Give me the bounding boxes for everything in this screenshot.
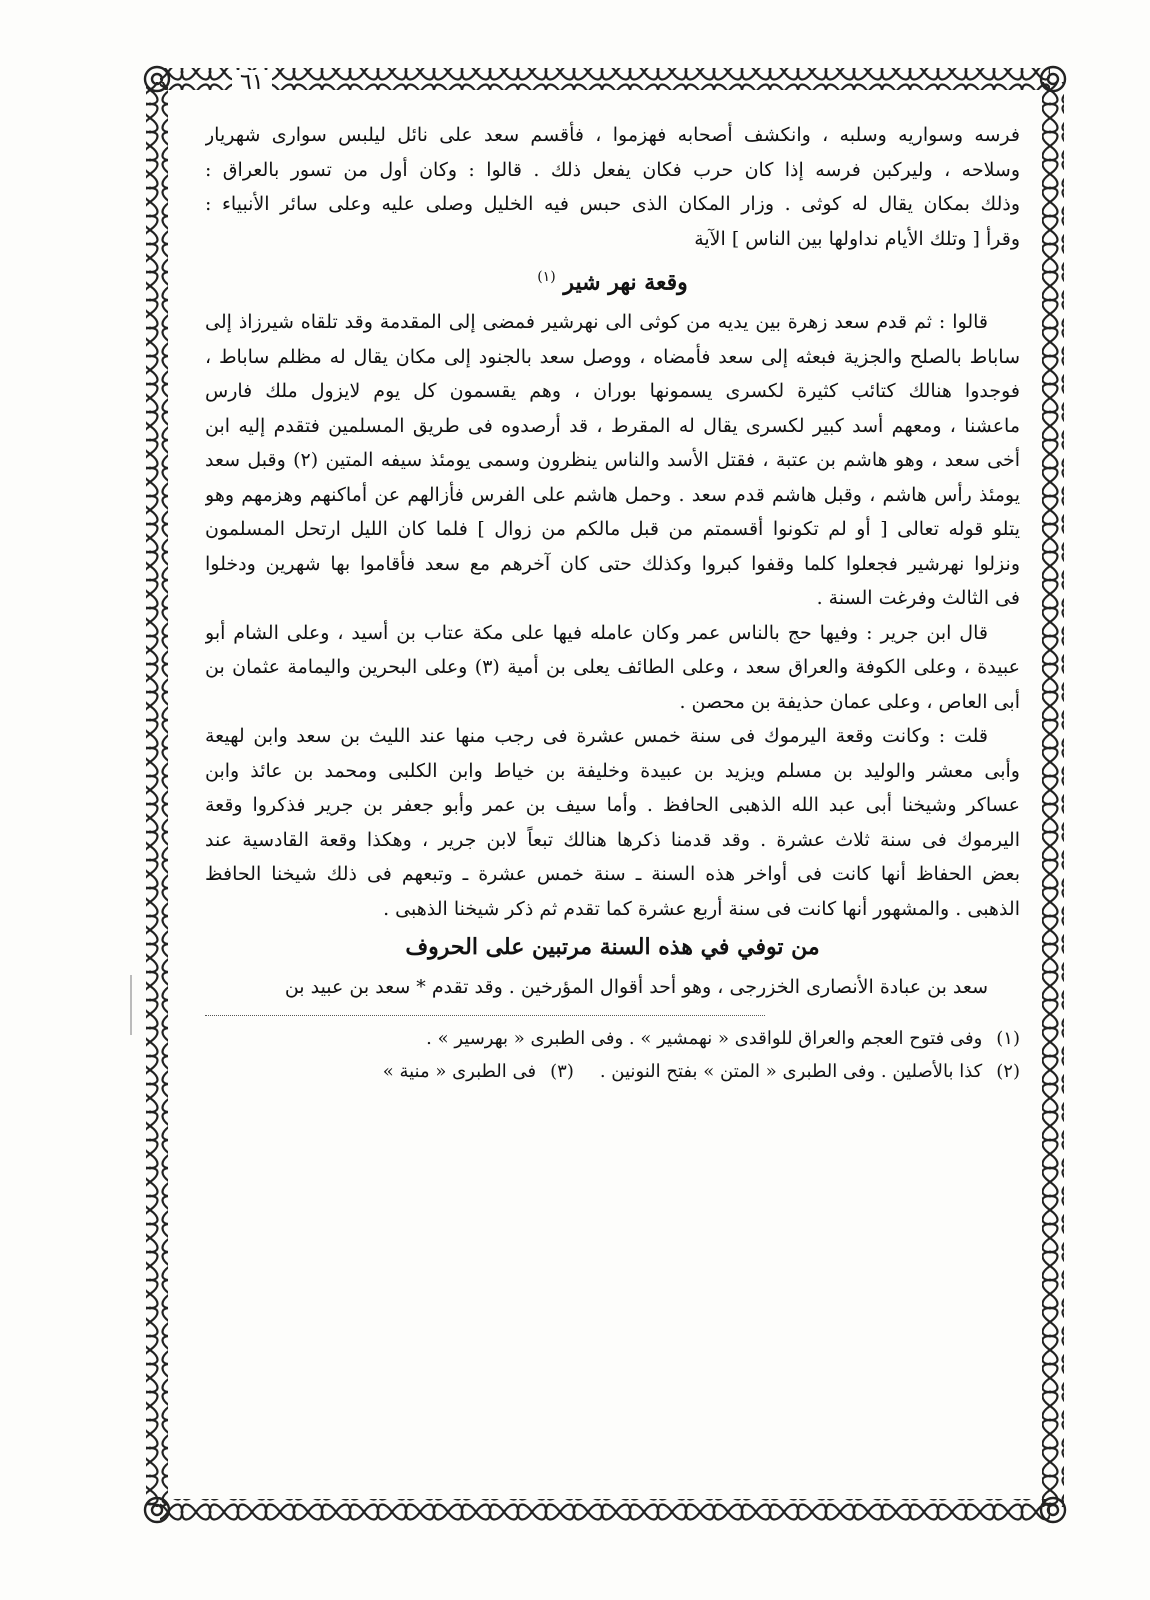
footnote-number: (١) — [996, 1027, 1020, 1049]
section-heading-2: من توفي في هذه السنة مرتبين على الحروف — [405, 934, 820, 961]
section-heading-1 — [205, 260, 1020, 299]
text-line: عبيدة ، وعلى الكوفة والعراق سعد ، وعلى الطائف يعلى بن أمية (٣) وعلى البحرين واليمامة عثمان بن — [205, 656, 1020, 679]
paragraph-1 — [205, 118, 1020, 256]
margin-mark — [130, 975, 132, 1035]
footnote-text: وفى فتوح العجم والعراق للواقدى « نهمشير » . وفى الطبرى « بهرسير » . — [426, 1027, 983, 1049]
text-line: وسلاحه ، وليركبن فرسه إذا كان حرب فكان يفعل ذلك . قالوا : وكان أول من تسور بالعراق : — [205, 158, 1020, 181]
footnote-marker: (١) — [537, 269, 556, 285]
text-line: ونزلوا نهرشير فجعلوا كلما وقفوا كبروا وكذلك حتى كان آخرهم مع سعد فأقاموا بها شهرين ودخلوا — [205, 552, 1020, 575]
text-line: ماعشنا ، ومعهم أسد كبير لكسرى يقال له المقرط ، قد أرصدوه فى طريق المسلمين فتقدم إليه ابن — [205, 414, 1020, 437]
footnote-number: (٢) — [996, 1060, 1020, 1082]
heading-text: وقعة نهر شير — [563, 269, 688, 296]
text-line: اليرموك فى سنة ثلاث عشرة . وقد قدمنا ذكرها هنالك تبعاً لابن جرير ، وهكذا وقعة القادسية عند — [205, 828, 1020, 851]
text-line: فوجدوا هنالك كتائب كثيرة لكسرى يسمونها بوران ، وهم يقسمون كل يوم لايزول ملك فارس — [205, 380, 1020, 403]
text-line: وقرأ [ وتلك الأيام نداولها بين الناس ] الآية — [694, 227, 1020, 250]
paragraph-4 — [205, 719, 1020, 926]
footnote-text: فى الطبرى « منية » — [382, 1060, 537, 1082]
footnote-2 — [205, 1055, 1020, 1088]
text-line: وأبى معشر والوليد بن مسلم ويزيد بن عبيدة وخليفة بن خياط وابن الكلبى ومحمد بن عائذ وابن — [205, 759, 1020, 782]
text-line: بعض الحفاظ أنها كانت فى أواخر هذه السنة ـ سنة خمس عشرة ـ وتبعهم فى ذلك شيخنا الحافظ — [205, 863, 1020, 886]
text-line: قالوا : ثم قدم سعد زهرة بين يديه من كوثى الى نهرشير فمضى إلى المقدمة وقد تلقاه شيرزاذ إلى — [205, 311, 988, 334]
text-line: وذلك بمكان يقال له كوثى . وزار المكان الذى حبس فيه الخليل وصلى عليه وعلى سائر الأنبياء : — [205, 193, 1020, 215]
footnote-text: كذا بالأصلين . وفى الطبرى « المتن » بفتح النونين . — [599, 1060, 983, 1082]
text-line: يتلو قوله تعالى [ أو لم تكونوا أقسمتم من قبل مالكم من زوال ] فلما كان الليل ارتحل المسلمون — [205, 518, 1020, 541]
text-line: فرسه وسواريه وسلبه ، وانكشف أصحابه فهزموا ، فأقسم سعد على نائل ليلبس سوارى شهريار — [205, 124, 1020, 146]
text-line: أبى العاص ، وعلى عمان حذيفة بن محصن . — [679, 690, 1020, 713]
text-line: الذهبى . والمشهور أنها كانت فى سنة أربع عشرة كما تقدم ثم ذكر شيخنا الذهبى . — [383, 897, 1020, 920]
footnotes — [205, 1022, 1020, 1088]
paragraph-5 — [205, 970, 1020, 1005]
text-line: قلت : وكانت وقعة اليرموك فى سنة خمس عشرة فى رجب منها عند الليث بن سعد وابن لهيعة — [205, 725, 988, 748]
text-line: قال ابن جرير : وفيها حج بالناس عمر وكان عامله فيها على مكة عتاب بن أسيد ، وعلى الشام أبو — [205, 621, 988, 644]
text-line: ساباط بالصلح والجزية فبعثه إلى سعد فأمضاه ، ووصل سعد بالجنود إلى مكان يقال له مظلم ساباط ، — [205, 345, 1020, 368]
paragraph-3 — [205, 616, 1020, 720]
text-line: سعد بن عبادة الأنصارى الخزرجى ، وهو أحد أقوال المؤرخين . وقد تقدم * سعد بن عبيد بن — [284, 976, 988, 999]
paragraph-2 — [205, 305, 1020, 616]
footnote-divider — [205, 1015, 765, 1016]
text-line: عساكر وشيخنا أبى عبد الله الذهبى الحافظ . وأما سيف بن عمر وأبو جعفر بن جرير فذكروا وقعة — [205, 794, 1020, 817]
text-line: فى الثالث وفرغت السنة . — [816, 587, 1020, 610]
text-line: يومئذ رأس هاشم ، وقبل هاشم قدم سعد . وحمل هاشم على الفرس فأزالهم عن أماكنهم وهزمهم وهو — [205, 483, 1020, 506]
main-text — [205, 118, 1020, 1088]
page-number: ٦١ — [232, 70, 272, 95]
footnote-1 — [205, 1022, 1020, 1055]
footnote-number: (٣) — [550, 1060, 574, 1082]
text-line: أخى سعد ، وهو هاشم بن عتبة ، فقتل الأسد والناس ينظرون وسمى يومئذ سيفه المتين (٢) وقبل سعد — [205, 449, 1020, 472]
